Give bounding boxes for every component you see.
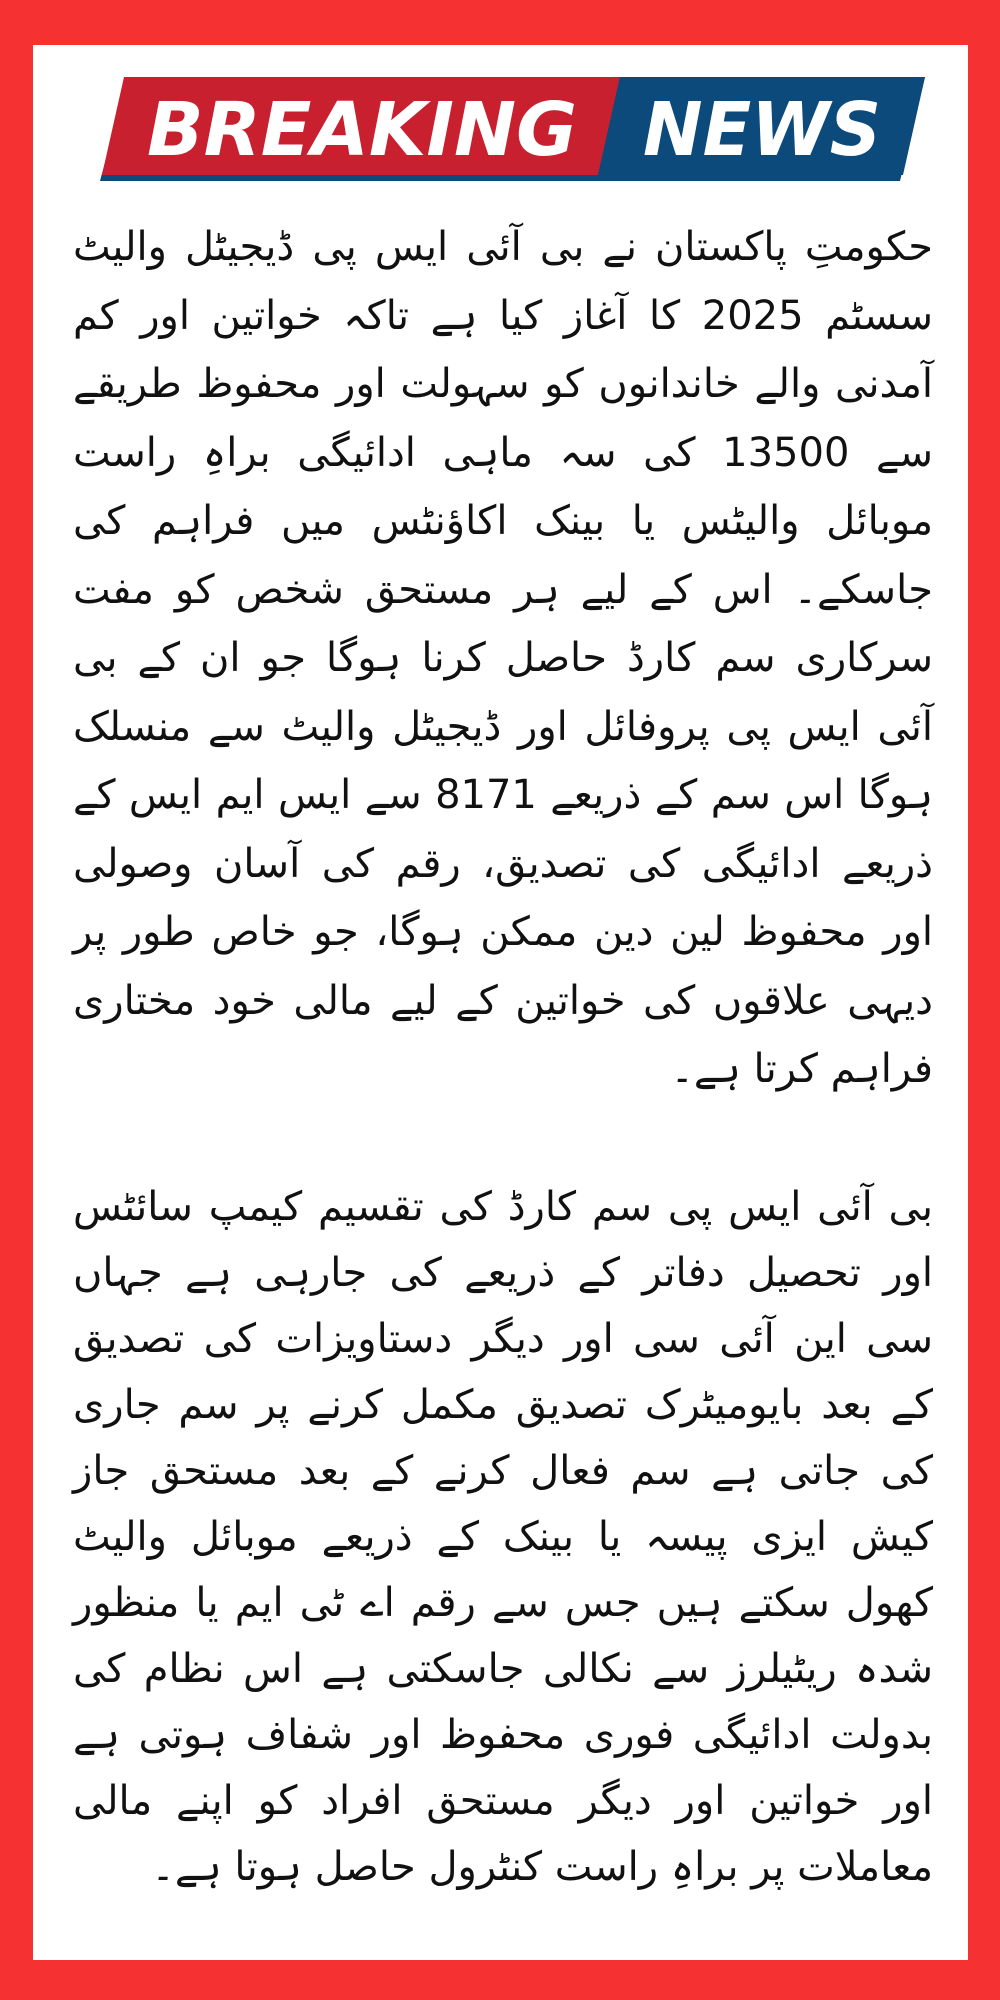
article-paragraph: حکومتِ پاکستان نے بی آئی ایس پی ڈیجیٹل والیٹ سسٹم 2025 کا آغاز کیا ہے تاکہ خواتین اور کم آمدنی والے خاندانوں کو سہولت اور محفوظ طریقے سے 13500 کی سہ ماہی ادائیگی براہِ راست موبائل والیٹس یا بینک اکاؤنٹس میں فراہم کی جاسکے۔ اس کے لیے ہر مستحق شخص کو مفت سرکاری سم کارڈ حاصل کرنا ہوگا جو ان کے بی آئی ایس پی پروفائل اور ڈیجیٹل والیٹ سے منسلک ہوگا اس سم کے ذریعے 8171 سے ایس ایم ایس کے ذریعے ادائیگی کی تصدیق، رقم کی آسان وصولی اور محفوظ لین دین ممکن ہوگا، جو خاص طور پر دیہی علاقوں کی خواتین کے لیے مالی خود مختاری فراہم کرتا ہے۔ [73, 224, 934, 1092]
article-card [33, 45, 968, 1960]
article-body [73, 213, 933, 1900]
article-paragraph: بی آئی ایس پی سم کارڈ کی تقسیم کیمپ سائٹس اور تحصیل دفاتر کے ذریعے کی جارہی ہے جہاں سی این آئی سی اور دیگر دستاویزات کی تصدیق کے بعد بایومیٹرک تصدیق مکمل کرنے پر سم جاری کی جاتی ہے سم فعال کرنے کے بعد مستحق جاز کیش ایزی پیسہ یا بینک کے ذریعے موبائل والیٹ کھول سکتے ہیں جس سے رقم اے ٹی ایم یا منظور شدہ ریٹیلرز سے نکالی جاسکتی ہے اس نظام کی بدولت ادائیگی فوری محفوظ اور شفاف ہوتی ہے اور خواتین اور دیگر مستحق افراد کو اپنے مالی معاملات پر براہِ راست کنٹرول حاصل ہوتا ہے۔ [73, 1183, 933, 1890]
breaking-news-banner [100, 77, 925, 181]
breaking-news-graphic [100, 77, 925, 181]
banner-word-news: NEWS [643, 87, 881, 173]
banner-word-breaking: BREAKING [147, 87, 577, 173]
